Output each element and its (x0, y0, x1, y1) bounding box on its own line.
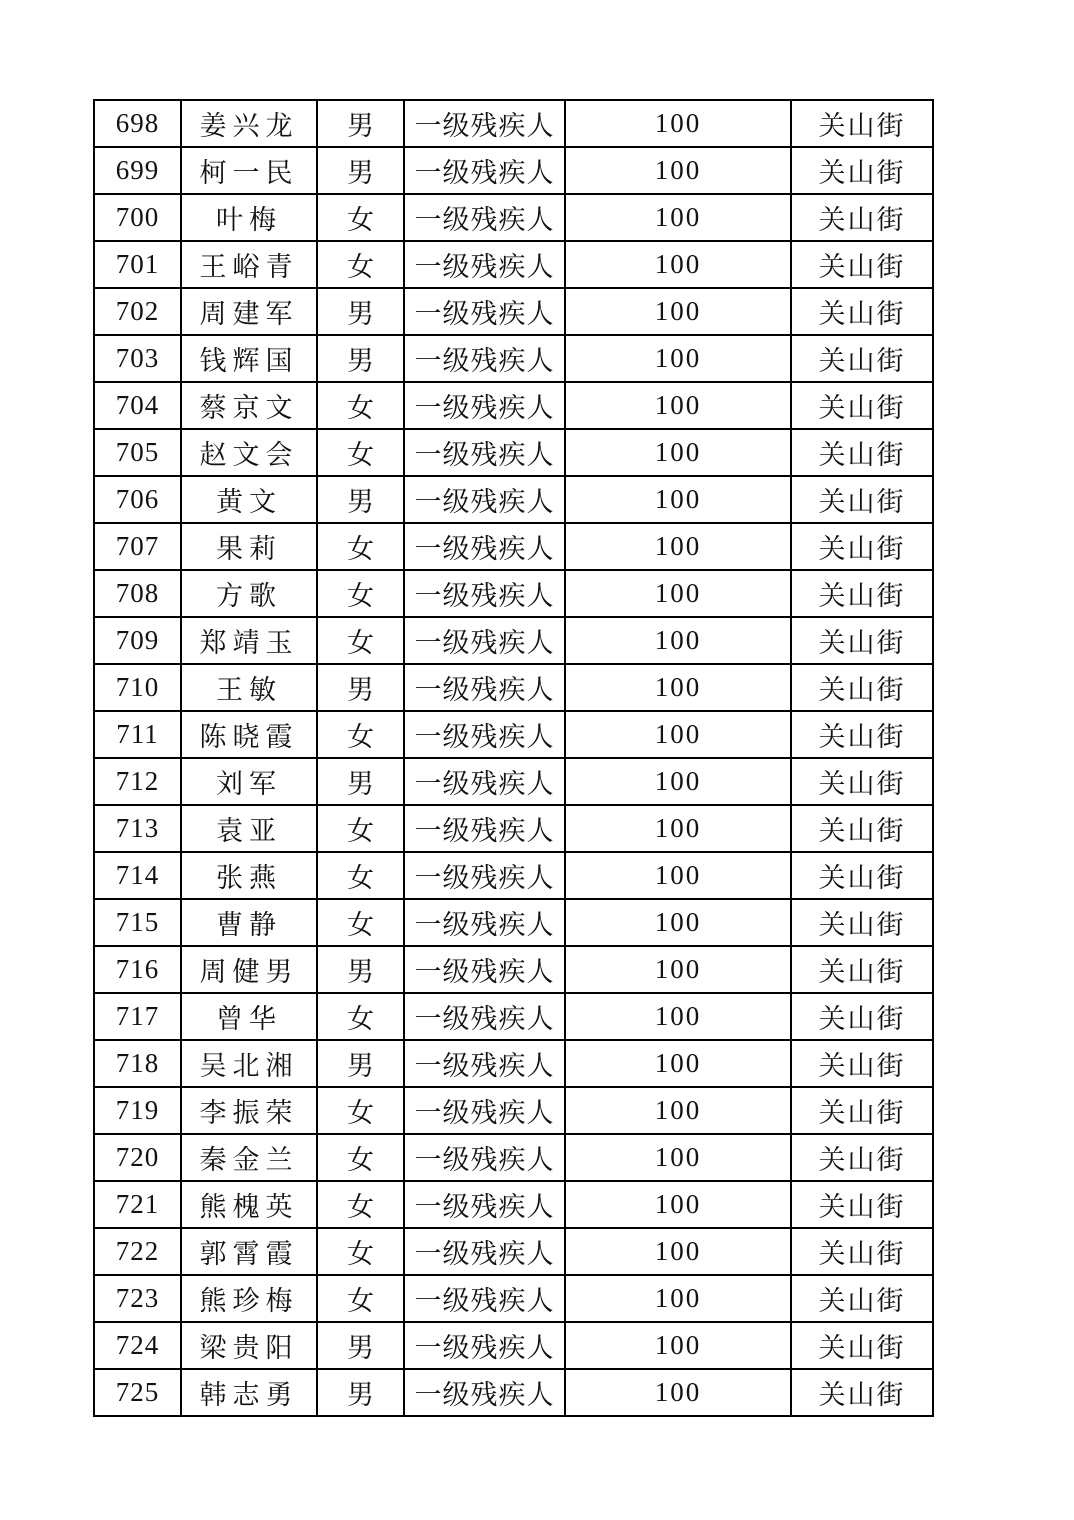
cell-category: 一级残疾人 (404, 946, 565, 993)
cell-category: 一级残疾人 (404, 711, 565, 758)
table-row (94, 1369, 933, 1416)
table-row (94, 1181, 933, 1228)
cell-street: 关山街 (791, 1087, 933, 1134)
cell-amount: 100 (565, 1322, 791, 1369)
cell-category: 一级残疾人 (404, 147, 565, 194)
cell-street: 关山街 (791, 523, 933, 570)
table-row (94, 852, 933, 899)
table-row (94, 335, 933, 382)
cell-person-name: 梁贵阳 (181, 1322, 317, 1369)
cell-serial-number: 707 (94, 523, 181, 570)
cell-person-name: 李振荣 (181, 1087, 317, 1134)
cell-person-name: 赵文会 (181, 429, 317, 476)
cell-category: 一级残疾人 (404, 899, 565, 946)
table-row (94, 570, 933, 617)
table-row (94, 805, 933, 852)
cell-street: 关山街 (791, 664, 933, 711)
cell-serial-number: 698 (94, 100, 181, 147)
cell-person-name: 王敏 (181, 664, 317, 711)
table-row (94, 288, 933, 335)
cell-person-name: 刘军 (181, 758, 317, 805)
cell-gender: 男 (317, 335, 404, 382)
cell-gender: 女 (317, 1181, 404, 1228)
cell-serial-number: 724 (94, 1322, 181, 1369)
cell-person-name: 张燕 (181, 852, 317, 899)
cell-serial-number: 713 (94, 805, 181, 852)
cell-amount: 100 (565, 1040, 791, 1087)
cell-amount: 100 (565, 758, 791, 805)
cell-category: 一级残疾人 (404, 194, 565, 241)
benefits-roster-table (93, 99, 934, 1417)
cell-amount: 100 (565, 1369, 791, 1416)
cell-person-name: 周建军 (181, 288, 317, 335)
cell-street: 关山街 (791, 476, 933, 523)
cell-person-name: 韩志勇 (181, 1369, 317, 1416)
cell-street: 关山街 (791, 946, 933, 993)
cell-serial-number: 715 (94, 899, 181, 946)
cell-gender: 女 (317, 1134, 404, 1181)
cell-category: 一级残疾人 (404, 570, 565, 617)
cell-serial-number: 725 (94, 1369, 181, 1416)
cell-amount: 100 (565, 946, 791, 993)
cell-category: 一级残疾人 (404, 617, 565, 664)
cell-category: 一级残疾人 (404, 1040, 565, 1087)
cell-gender: 男 (317, 758, 404, 805)
table-body (94, 100, 933, 1416)
cell-serial-number: 708 (94, 570, 181, 617)
cell-street: 关山街 (791, 1322, 933, 1369)
cell-amount: 100 (565, 1087, 791, 1134)
cell-amount: 100 (565, 1134, 791, 1181)
table-row (94, 1040, 933, 1087)
cell-serial-number: 720 (94, 1134, 181, 1181)
table-row (94, 711, 933, 758)
cell-amount: 100 (565, 288, 791, 335)
cell-amount: 100 (565, 523, 791, 570)
cell-gender: 男 (317, 100, 404, 147)
cell-gender: 女 (317, 711, 404, 758)
table-row (94, 523, 933, 570)
cell-gender: 女 (317, 805, 404, 852)
cell-category: 一级残疾人 (404, 476, 565, 523)
cell-street: 关山街 (791, 241, 933, 288)
cell-category: 一级残疾人 (404, 288, 565, 335)
table-row (94, 946, 933, 993)
cell-gender: 女 (317, 1087, 404, 1134)
cell-street: 关山街 (791, 1134, 933, 1181)
cell-person-name: 钱辉国 (181, 335, 317, 382)
cell-category: 一级残疾人 (404, 523, 565, 570)
cell-category: 一级残疾人 (404, 429, 565, 476)
cell-person-name: 果莉 (181, 523, 317, 570)
table-row (94, 664, 933, 711)
cell-street: 关山街 (791, 1181, 933, 1228)
cell-category: 一级残疾人 (404, 852, 565, 899)
cell-amount: 100 (565, 476, 791, 523)
cell-gender: 女 (317, 852, 404, 899)
cell-person-name: 曹静 (181, 899, 317, 946)
cell-serial-number: 700 (94, 194, 181, 241)
cell-amount: 100 (565, 805, 791, 852)
cell-serial-number: 712 (94, 758, 181, 805)
cell-amount: 100 (565, 382, 791, 429)
table-row (94, 617, 933, 664)
table-row (94, 100, 933, 147)
cell-serial-number: 710 (94, 664, 181, 711)
cell-gender: 男 (317, 1040, 404, 1087)
cell-street: 关山街 (791, 429, 933, 476)
cell-gender: 男 (317, 147, 404, 194)
cell-person-name: 黄文 (181, 476, 317, 523)
cell-gender: 女 (317, 194, 404, 241)
cell-amount: 100 (565, 429, 791, 476)
cell-category: 一级残疾人 (404, 382, 565, 429)
table-row (94, 758, 933, 805)
cell-gender: 女 (317, 241, 404, 288)
cell-serial-number: 701 (94, 241, 181, 288)
cell-gender: 女 (317, 523, 404, 570)
cell-amount: 100 (565, 617, 791, 664)
cell-amount: 100 (565, 570, 791, 617)
cell-amount: 100 (565, 335, 791, 382)
cell-street: 关山街 (791, 758, 933, 805)
cell-category: 一级残疾人 (404, 100, 565, 147)
cell-category: 一级残疾人 (404, 1369, 565, 1416)
cell-category: 一级残疾人 (404, 1181, 565, 1228)
cell-gender: 女 (317, 899, 404, 946)
cell-amount: 100 (565, 993, 791, 1040)
cell-street: 关山街 (791, 194, 933, 241)
cell-gender: 男 (317, 1369, 404, 1416)
cell-gender: 男 (317, 1322, 404, 1369)
cell-amount: 100 (565, 100, 791, 147)
cell-street: 关山街 (791, 288, 933, 335)
cell-street: 关山街 (791, 1369, 933, 1416)
cell-category: 一级残疾人 (404, 241, 565, 288)
cell-serial-number: 716 (94, 946, 181, 993)
cell-serial-number: 702 (94, 288, 181, 335)
cell-street: 关山街 (791, 100, 933, 147)
cell-serial-number: 721 (94, 1181, 181, 1228)
cell-category: 一级残疾人 (404, 993, 565, 1040)
cell-gender: 女 (317, 382, 404, 429)
cell-serial-number: 705 (94, 429, 181, 476)
cell-amount: 100 (565, 147, 791, 194)
cell-serial-number: 722 (94, 1228, 181, 1275)
cell-category: 一级残疾人 (404, 1228, 565, 1275)
cell-person-name: 熊槐英 (181, 1181, 317, 1228)
cell-street: 关山街 (791, 711, 933, 758)
table-row (94, 429, 933, 476)
table-row (94, 147, 933, 194)
cell-person-name: 秦金兰 (181, 1134, 317, 1181)
table-row (94, 1275, 933, 1322)
cell-person-name: 叶梅 (181, 194, 317, 241)
cell-category: 一级残疾人 (404, 664, 565, 711)
cell-person-name: 姜兴龙 (181, 100, 317, 147)
cell-street: 关山街 (791, 617, 933, 664)
cell-category: 一级残疾人 (404, 1275, 565, 1322)
table-row (94, 382, 933, 429)
table-row (94, 241, 933, 288)
cell-category: 一级残疾人 (404, 1087, 565, 1134)
table-row (94, 1087, 933, 1134)
cell-person-name: 方歌 (181, 570, 317, 617)
cell-person-name: 吴北湘 (181, 1040, 317, 1087)
cell-serial-number: 711 (94, 711, 181, 758)
cell-person-name: 周健男 (181, 946, 317, 993)
cell-serial-number: 704 (94, 382, 181, 429)
table-row (94, 1322, 933, 1369)
cell-amount: 100 (565, 711, 791, 758)
cell-category: 一级残疾人 (404, 758, 565, 805)
cell-serial-number: 718 (94, 1040, 181, 1087)
cell-person-name: 曾华 (181, 993, 317, 1040)
cell-gender: 男 (317, 664, 404, 711)
table-row (94, 476, 933, 523)
cell-amount: 100 (565, 852, 791, 899)
cell-category: 一级残疾人 (404, 805, 565, 852)
cell-street: 关山街 (791, 335, 933, 382)
cell-gender: 女 (317, 617, 404, 664)
cell-street: 关山街 (791, 852, 933, 899)
cell-person-name: 熊珍梅 (181, 1275, 317, 1322)
cell-person-name: 柯一民 (181, 147, 317, 194)
cell-person-name: 郑靖玉 (181, 617, 317, 664)
cell-person-name: 蔡京文 (181, 382, 317, 429)
cell-street: 关山街 (791, 1228, 933, 1275)
cell-gender: 女 (317, 570, 404, 617)
cell-person-name: 陈晓霞 (181, 711, 317, 758)
cell-person-name: 郭霄霞 (181, 1228, 317, 1275)
cell-street: 关山街 (791, 570, 933, 617)
cell-street: 关山街 (791, 1275, 933, 1322)
cell-category: 一级残疾人 (404, 1134, 565, 1181)
cell-street: 关山街 (791, 382, 933, 429)
cell-street: 关山街 (791, 1040, 933, 1087)
cell-gender: 男 (317, 476, 404, 523)
cell-serial-number: 706 (94, 476, 181, 523)
cell-serial-number: 714 (94, 852, 181, 899)
cell-amount: 100 (565, 1275, 791, 1322)
cell-amount: 100 (565, 194, 791, 241)
cell-category: 一级残疾人 (404, 1322, 565, 1369)
cell-serial-number: 703 (94, 335, 181, 382)
cell-gender: 男 (317, 288, 404, 335)
cell-street: 关山街 (791, 147, 933, 194)
cell-amount: 100 (565, 1228, 791, 1275)
cell-gender: 男 (317, 946, 404, 993)
cell-amount: 100 (565, 241, 791, 288)
table-row (94, 993, 933, 1040)
table-row (94, 1134, 933, 1181)
cell-gender: 女 (317, 1275, 404, 1322)
cell-serial-number: 717 (94, 993, 181, 1040)
cell-street: 关山街 (791, 805, 933, 852)
cell-amount: 100 (565, 899, 791, 946)
table-row (94, 899, 933, 946)
cell-amount: 100 (565, 664, 791, 711)
cell-person-name: 袁亚 (181, 805, 317, 852)
cell-serial-number: 723 (94, 1275, 181, 1322)
cell-amount: 100 (565, 1181, 791, 1228)
cell-street: 关山街 (791, 899, 933, 946)
cell-serial-number: 719 (94, 1087, 181, 1134)
cell-serial-number: 709 (94, 617, 181, 664)
cell-serial-number: 699 (94, 147, 181, 194)
cell-gender: 女 (317, 993, 404, 1040)
cell-gender: 女 (317, 429, 404, 476)
table-row (94, 1228, 933, 1275)
cell-category: 一级残疾人 (404, 335, 565, 382)
cell-street: 关山街 (791, 993, 933, 1040)
cell-gender: 女 (317, 1228, 404, 1275)
table-row (94, 194, 933, 241)
cell-person-name: 王峪青 (181, 241, 317, 288)
